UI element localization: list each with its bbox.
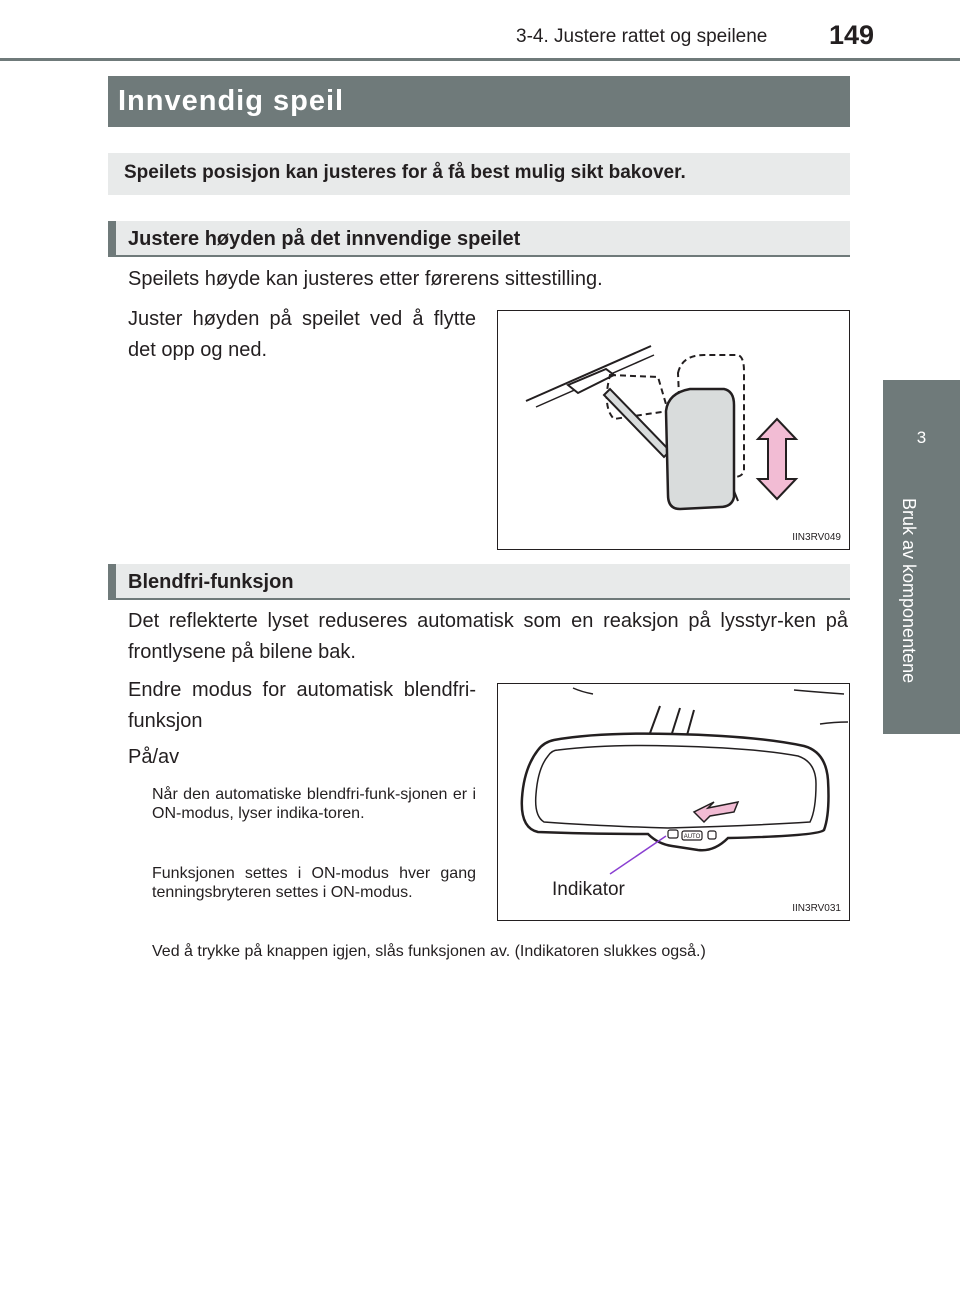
figure-code: IIN3RV049 — [792, 532, 841, 543]
section2-paragraph-1: Det reflekterte lyset reduseres automatisk som en reaksjon på lysstyr-ken på frontlysene på bilene bak. — [128, 610, 848, 663]
section1-paragraph-2: Juster høyden på speilet ved å flytte det opp og ned. — [128, 308, 476, 361]
page-number: 149 — [829, 20, 875, 50]
chapter-number: 3 — [916, 428, 927, 447]
figure-code: IIN3RV031 — [792, 903, 841, 914]
intro-box: Speilets posisjon kan justeres for å få best mulig sikt bakover. — [108, 153, 850, 195]
figure-mirror-height — [497, 310, 850, 550]
section2-note-1: Når den automatiske blendfri-funk-sjonen er i ON-modus, lyser indika-toren. — [152, 786, 476, 822]
running-header-section: 3-4. Justere rattet og speilene — [516, 26, 768, 47]
up-down-arrow-icon — [758, 419, 796, 499]
auto-button-label: AUTO — [683, 834, 701, 840]
figure-auto-antiglare — [497, 683, 850, 921]
chapter-label: Bruk av komponentene — [899, 498, 919, 684]
header-rule — [0, 58, 960, 61]
mirror-height-illustration — [498, 311, 849, 549]
section-heading-height: Justere høyden på det innvendige speilet — [108, 221, 850, 257]
indicator-label: Indikator — [552, 879, 625, 900]
section2-paragraph-2: Endre modus for automatisk blendfri-funksjon — [128, 679, 476, 732]
section-heading-antiglare: Blendfri-funksjon — [108, 564, 850, 600]
section2-paragraph-3: På/av — [128, 746, 180, 768]
section1-paragraph-1: Speilets høyde kan justeres etter førerens sittestilling. — [128, 268, 603, 290]
page-title: Innvendig speil — [108, 76, 850, 127]
section2-note-3: Ved å trykke på knappen igjen, slås funksjonen av. (Indikatoren slukkes også.) — [152, 943, 706, 960]
antiglare-mirror-illustration — [498, 684, 849, 920]
section2-note-2: Funksjonen settes i ON-modus hver gang tenningsbryteren settes i ON-modus. — [152, 865, 476, 901]
